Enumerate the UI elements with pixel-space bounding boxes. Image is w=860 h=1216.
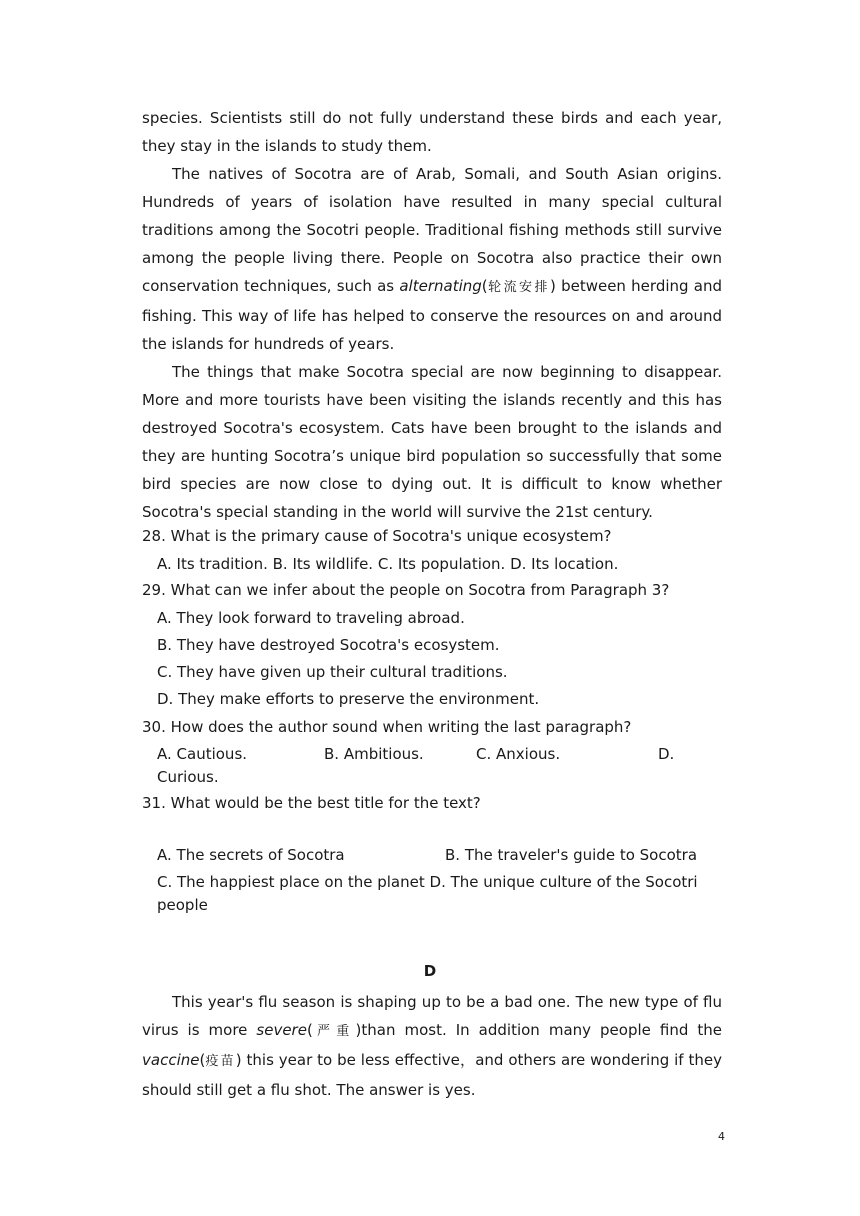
gloss-vaccine: 疫苗: [205, 1054, 236, 1069]
question-30: 30. How does the author sound when writing the last paragraph?: [142, 718, 632, 736]
question-30-option-a: A. Cautious.: [157, 745, 248, 763]
section-d-paragraph-1: This year's flu season is shaping up to be a bad one. The new type of flu virus is more severe(严重)than most. In addition many people find the vaccine(疫苗) this year to be less effective，and others are wondering if they should still get a flu shot. The answer is yes.: [142, 993, 722, 1099]
section-d-passage: [142, 988, 722, 1104]
question-29: 29. What can we infer about the people on Socotra from Paragraph 3?: [142, 581, 670, 599]
section-d-heading: D: [423, 962, 437, 980]
question-28-options: A. Its tradition. B. Its wildlife. C. Its population. D. Its location.: [157, 555, 619, 573]
gloss-severe: 严重: [312, 1024, 356, 1039]
question-30-option-b: B. Ambitious.: [324, 745, 424, 763]
question-31-option-b: B. The traveler's guide to Socotra: [445, 846, 698, 864]
paragraph-1: species. Scientists still do not fully understand these birds and each year, they stay in the islands to study them.: [142, 109, 722, 155]
question-30-option-d-letter: D.: [658, 745, 675, 763]
question-31-option-c: [157, 871, 698, 894]
question-31: 31. What would be the best title for the text?: [142, 794, 481, 812]
vocab-alternating: alternating: [399, 277, 482, 295]
vocab-severe: severe: [256, 1021, 307, 1039]
page-number: 4: [718, 1130, 725, 1143]
question-29-option-d: D. They make efforts to preserve the environment.: [157, 690, 540, 708]
question-31-option-d-text: D. The unique culture of the Socotri: [429, 873, 698, 891]
paragraph-2-text-a: The natives of Socotra are of Arab, Somali, and South Asian origins. Hundreds of years of isolation have resulted in many special cultural traditions among the Socotri people. Traditional fishing methods still survive among the people living there. People on Socotra also practice their own conservation techniques, such as: [142, 165, 722, 295]
question-30-option-d-text: Curious.: [157, 768, 219, 786]
section-d-text-b: than most. In addition many people find the: [361, 1021, 722, 1039]
question-28: 28. What is the primary cause of Socotra's unique ecosystem?: [142, 527, 612, 545]
question-30-option-c: C. Anxious.: [476, 745, 561, 763]
question-29-option-c: C. They have given up their cultural traditions.: [157, 663, 508, 681]
question-29-option-a: A. They look forward to traveling abroad.: [157, 609, 465, 627]
gloss-alternating: 轮流安排: [487, 280, 550, 295]
section-d-text-c: this year to be less effective，and others are wondering if they should still get a flu shot. The answer is yes.: [142, 1051, 722, 1099]
question-31-option-c-text: C. The happiest place on the planet: [157, 873, 425, 891]
question-31-option-a: A. The secrets of Socotra: [157, 846, 345, 864]
paragraph-2: The natives of Socotra are of Arab, Somali, and South Asian origins. Hundreds of years of isolation have resulted in many special cultural traditions among the Socotri people. Traditional fishing methods still survive among the people living there. People on Socotra also practice their own conservation techniques, such as alternating(轮流安排) between herding and fishing. This way of life has helped to conserve the resources on and around the islands for hundreds of years.: [142, 165, 722, 353]
vocab-vaccine: vaccine: [142, 1051, 200, 1069]
passage-c: [142, 104, 722, 526]
question-29-option-b: B. They have destroyed Socotra's ecosystem.: [157, 636, 500, 654]
section-d-text-a: This year's flu season is shaping up to be a bad one. The new type of flu virus is more: [142, 993, 722, 1039]
paragraph-3: The things that make Socotra special are now beginning to disappear. More and more tourists have been visiting the islands recently and this has destroyed Socotra's ecosystem. Cats have been brought to the islands and they are hunting Socotra’s unique bird population so successfully that some bird species are now close to dying out. It is difficult to know whether Socotra's special standing in the world will survive the 21st century.: [142, 363, 722, 521]
question-31-option-d-continued: people: [157, 896, 208, 914]
paragraph-2-text-b: between herding and fishing. This way of life has helped to conserve the resources on and around the islands for hundreds of years.: [142, 277, 722, 353]
